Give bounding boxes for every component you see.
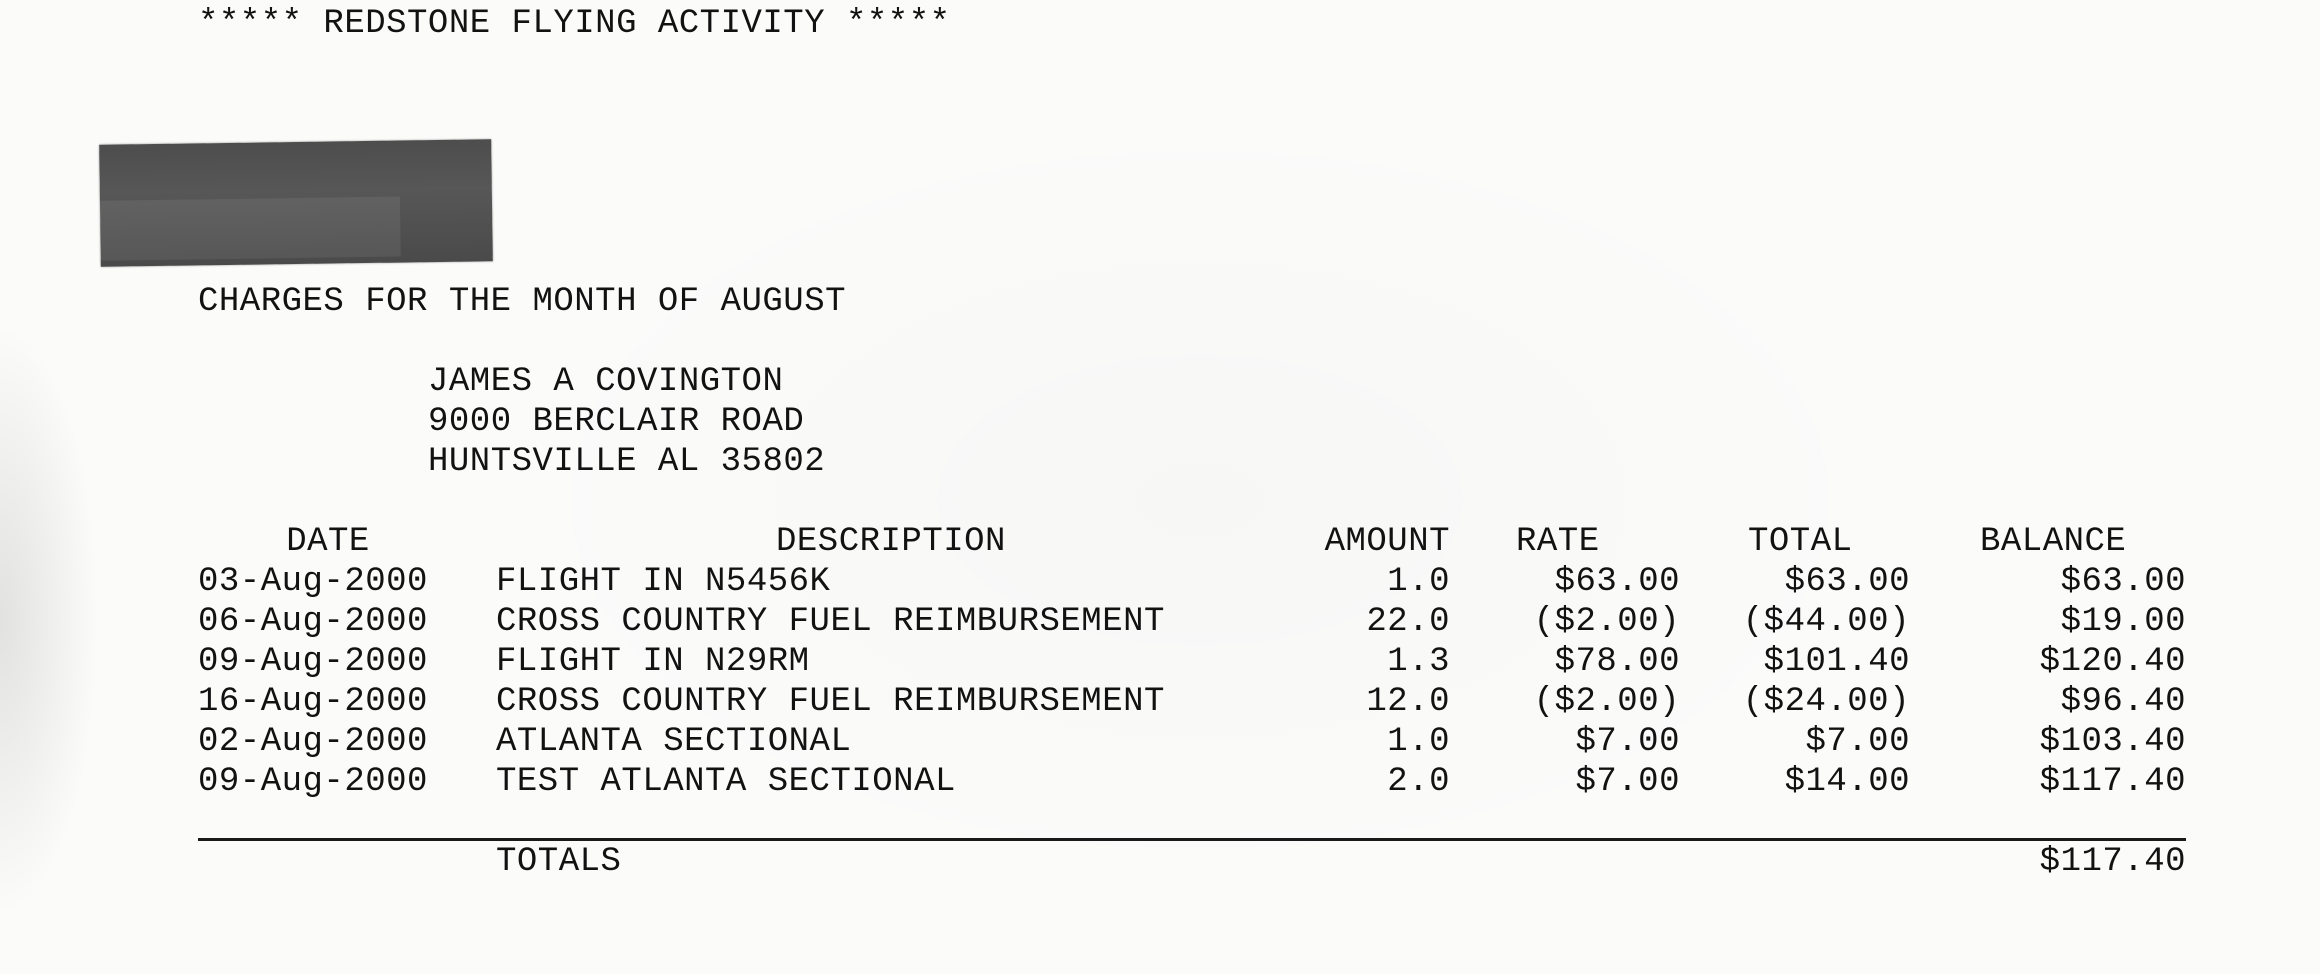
- table-row: [0, 562, 2320, 602]
- cell-date: 09-Aug-2000: [198, 763, 428, 801]
- cell-balance: $117.40: [2039, 763, 2186, 801]
- cell-description: ATLANTA SECTIONAL: [496, 723, 852, 761]
- totals-balance: $117.40: [2039, 843, 2186, 881]
- cell-balance: $19.00: [2060, 603, 2186, 641]
- column-header-description: DESCRIPTION: [776, 523, 1006, 561]
- table-row: [0, 642, 2320, 682]
- totals-label: TOTALS: [496, 843, 622, 881]
- cell-total: $101.40: [1763, 643, 1910, 681]
- totals-divider: [198, 838, 2186, 841]
- cell-rate: $7.00: [1575, 763, 1680, 801]
- cell-description: FLIGHT IN N29RM: [496, 643, 810, 681]
- totals-row: [0, 842, 2320, 882]
- cell-date: 02-Aug-2000: [198, 723, 428, 761]
- address-name: JAMES A COVINGTON: [428, 363, 784, 401]
- cell-rate: ($2.00): [1533, 603, 1680, 641]
- cell-date: 06-Aug-2000: [198, 603, 428, 641]
- table-row: [0, 682, 2320, 722]
- address-city: HUNTSVILLE AL 35802: [428, 443, 826, 481]
- cell-amount: 1.0: [1387, 723, 1450, 761]
- document-title: ***** REDSTONE FLYING ACTIVITY *****: [198, 5, 951, 43]
- statement-subtitle: CHARGES FOR THE MONTH OF AUGUST: [198, 283, 847, 321]
- column-header-total: TOTAL: [1748, 523, 1853, 561]
- cell-rate: $7.00: [1575, 723, 1680, 761]
- redaction-block: [99, 139, 493, 266]
- cell-amount: 1.3: [1387, 643, 1450, 681]
- cell-total: ($24.00): [1742, 683, 1910, 721]
- cell-amount: 2.0: [1387, 763, 1450, 801]
- cell-total: $63.00: [1784, 563, 1910, 601]
- cell-rate: $63.00: [1554, 563, 1680, 601]
- cell-description: TEST ATLANTA SECTIONAL: [496, 763, 956, 801]
- cell-rate: ($2.00): [1533, 683, 1680, 721]
- table-row: [0, 762, 2320, 802]
- cell-amount: 12.0: [1366, 683, 1450, 721]
- cell-total: $14.00: [1784, 763, 1910, 801]
- cell-date: 03-Aug-2000: [198, 563, 428, 601]
- table-header-row: [0, 522, 2320, 562]
- cell-balance: $103.40: [2039, 723, 2186, 761]
- cell-date: 16-Aug-2000: [198, 683, 428, 721]
- cell-balance: $120.40: [2039, 643, 2186, 681]
- cell-balance: $63.00: [2060, 563, 2186, 601]
- cell-balance: $96.40: [2060, 683, 2186, 721]
- table-row: [0, 602, 2320, 642]
- table-row: [0, 722, 2320, 762]
- column-header-rate: RATE: [1516, 523, 1600, 561]
- cell-total: $7.00: [1805, 723, 1910, 761]
- column-header-balance: BALANCE: [1980, 523, 2127, 561]
- cell-description: CROSS COUNTRY FUEL REIMBURSEMENT: [496, 603, 1165, 641]
- address-street: 9000 BERCLAIR ROAD: [428, 403, 805, 441]
- cell-amount: 1.0: [1387, 563, 1450, 601]
- column-header-date: DATE: [286, 523, 370, 561]
- cell-description: FLIGHT IN N5456K: [496, 563, 831, 601]
- cell-rate: $78.00: [1554, 643, 1680, 681]
- cell-description: CROSS COUNTRY FUEL REIMBURSEMENT: [496, 683, 1165, 721]
- cell-total: ($44.00): [1742, 603, 1910, 641]
- cell-amount: 22.0: [1366, 603, 1450, 641]
- cell-date: 09-Aug-2000: [198, 643, 428, 681]
- column-header-amount: AMOUNT: [1324, 523, 1450, 561]
